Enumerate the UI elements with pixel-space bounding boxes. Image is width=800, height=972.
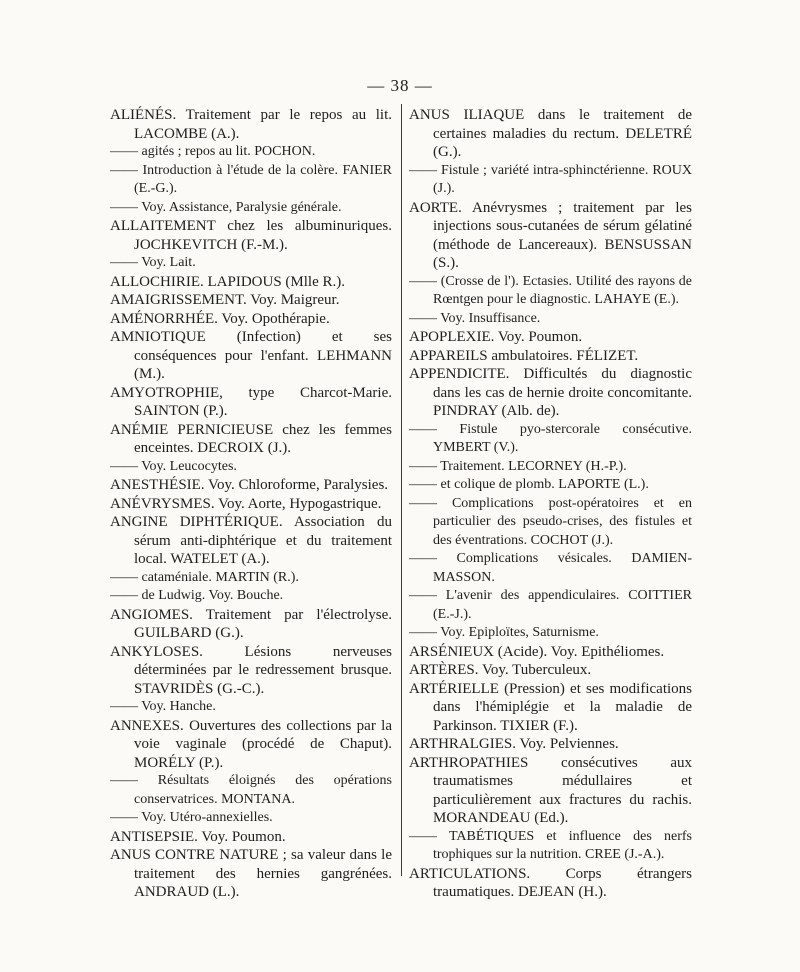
index-entry: ARTHRALGIES. Voy. Pelviennes.	[409, 736, 619, 752]
index-entry: —— Voy. Hanche.	[110, 699, 216, 714]
index-entry: —— Voy. Insuffisance.	[409, 310, 541, 326]
index-entry: APPAREILS ambulatoires. FÉLIZET.	[409, 347, 639, 364]
index-entry: —— Complications post-opératoires et en particulier des pseudo-crises, des fistules et des éventrations. COCHOT (J.).	[409, 495, 692, 548]
right-column	[409, 106, 692, 902]
column-divider	[401, 104, 402, 876]
index-entry: ANUS ILIAQUE dans le traitement de certaines maladies du rectum. DELETRÉ (G.).	[409, 107, 692, 160]
index-entry: ANÉVRYSMES. Voy. Aorte, Hypogastrique.	[110, 495, 382, 512]
index-entry: —— de Ludwig. Voy. Bouche.	[110, 588, 284, 603]
index-entry: —— Traitement. LECORNEY (H.-P.).	[409, 458, 627, 474]
index-entry: APPENDICITE. Difficultés du diagnostic dans les cas de hernie droite concomitante. PINDRAY (Alb. de).	[409, 366, 692, 419]
index-entry: —— Complications vésicales. DAMIEN-MASSON.	[409, 551, 692, 585]
index-entry: AMYOTROPHIE, type Charcot-Marie. SAINTON (P.).	[110, 384, 392, 419]
index-entry: —— et colique de plomb. LAPORTE (L.).	[409, 477, 649, 492]
index-entry: ANTISEPSIE. Voy. Poumon.	[110, 828, 286, 845]
index-entry: —— cataméniale. MARTIN (R.).	[110, 569, 299, 585]
index-entry: —— (Crosse de l'). Ectasies. Utilité des rayons de Rœntgen pour le diagnostic. LAHAYE (E.).	[409, 273, 692, 307]
index-entry: AMNIOTIQUE (Infection) et ses conséquences pour l'enfant. LEHMANN (M.).	[110, 329, 392, 382]
index-entry: ARSÉNIEUX (Acide). Voy. Epithéliomes.	[409, 643, 665, 660]
index-entry: ANÉMIE PERNICIEUSE chez les femmes enceintes. DECROIX (J.).	[110, 421, 392, 456]
index-entry: —— Fistule ; variété intra-sphinctérienne. ROUX (J.).	[409, 162, 692, 196]
left-column	[110, 106, 392, 902]
page-number: — 38 —	[367, 76, 433, 95]
index-entry: AMAIGRISSEMENT. Voy. Maigreur.	[110, 292, 340, 308]
index-entry: —— agités ; repos au lit. POCHON.	[110, 144, 316, 159]
index-entry: ARTHROPATHIES consécutives aux traumatismes médullaires et particulièrement aux fractures du rachis. MORANDEAU (Ed.).	[409, 754, 692, 826]
index-entry: ANGINE DIPHTÉRIQUE. Association du sérum anti-diphtérique et du traitement local. WATELET (A.).	[110, 514, 392, 567]
index-entry: AORTE. Anévrysmes ; traitement par les injections sous-cutanées de sérum gélatiné (méthode de Lancereaux). BENSUSSAN (S.).	[409, 199, 692, 271]
index-entry: ALLAITEMENT chez les albuminuriques. JOCHKEVITCH (F.-M.).	[110, 218, 392, 253]
index-entry: —— Fistule pyo-stercorale consécutive. YMBERT (V.).	[409, 421, 692, 455]
index-entry: ANESTHÉSIE. Voy. Chloroforme, Paralysies.	[110, 477, 389, 493]
index-entry: —— L'avenir des appendiculaires. COITTIER (E.-J.).	[409, 588, 692, 622]
index-entry: ARTÈRES. Voy. Tuberculeux.	[409, 662, 592, 678]
index-entry: ALLOCHIRIE. LAPIDOUS (Mlle R.).	[110, 273, 345, 290]
index-entry: ANUS CONTRE NATURE ; sa valeur dans le traitement des hernies gangrénées. ANDRAUD (L.).	[110, 847, 392, 900]
index-entry: —— Introduction à l'étude de la colère. FANIER (E.-G.).	[110, 162, 392, 196]
index-entry: —— Voy. Assistance, Paralysie générale.	[110, 199, 342, 215]
index-entry: ANGIOMES. Traitement par l'électrolyse. GUILBARD (G.).	[110, 606, 392, 641]
index-entry: AMÉNORRHÉE. Voy. Opothérapie.	[110, 310, 330, 327]
index-entry: ARTICULATIONS. Corps étrangers traumatiques. DEJEAN (H.).	[409, 865, 692, 900]
index-entry: —— Voy. Utéro-annexielles.	[110, 810, 273, 825]
index-entry: —— Voy. Lait.	[110, 255, 196, 270]
index-entry: —— Voy. Epiploïtes, Saturnisme.	[409, 625, 599, 640]
index-entry: ANNEXES. Ouvertures des collections par la voie vaginale (procédé de Chaput). MORÉLY (P.).	[110, 717, 392, 771]
index-entry: ANKYLOSES. Lésions nerveuses déterminées par le redressement brusque. STAVRIDÈS (G.-C.).	[110, 643, 392, 697]
index-entry: APOPLEXIE. Voy. Poumon.	[409, 329, 583, 345]
index-entry: ARTÉRIELLE (Pression) et ses modifications dans l'hémiplégie et la maladie de Parkinson. TIXIER (F.).	[409, 680, 692, 734]
index-entry: —— Voy. Leucocytes.	[110, 458, 237, 474]
index-entry: —— Résultats éloignés des opérations conservatrices. MONTANA.	[110, 773, 392, 807]
index-entry: —— TABÉTIQUES et influence des nerfs trophiques sur la nutrition. CREE (J.-A.).	[409, 828, 692, 862]
index-entry: ALIÉNÉS. Traitement par le repos au lit. LACOMBE (A.).	[110, 107, 392, 142]
